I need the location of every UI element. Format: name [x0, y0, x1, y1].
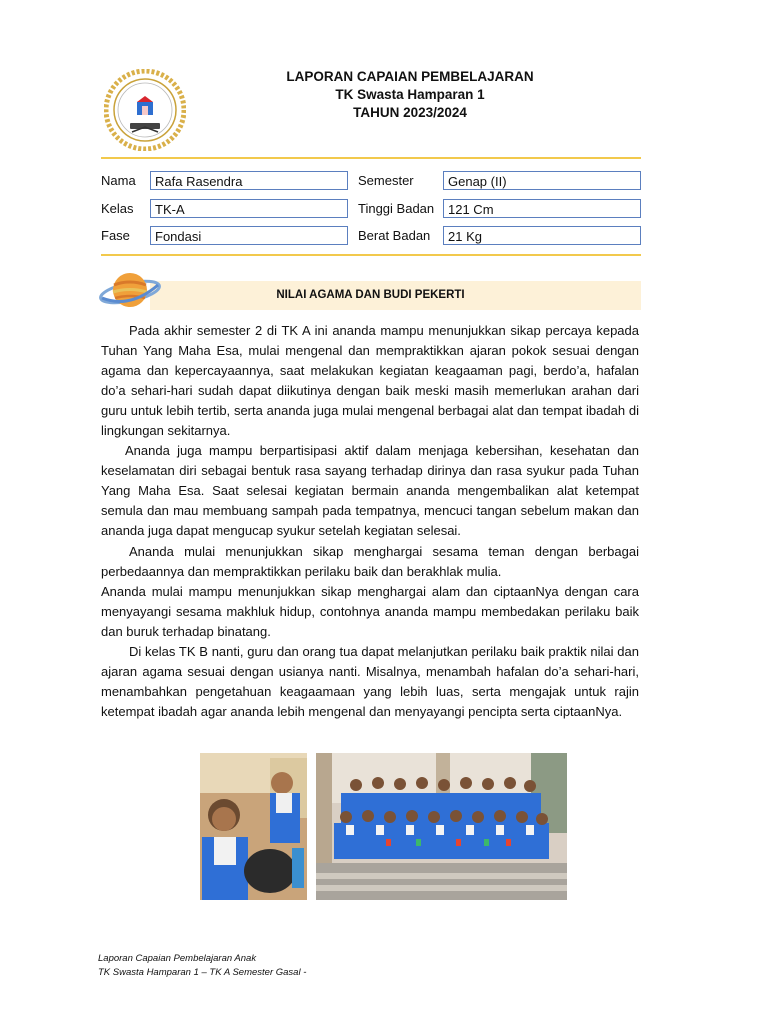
paragraph-2: Ananda juga mampu berpartisipasi aktif dalam menjaga kebersihan, kesehatan dan keselamatan diri sebagai bentuk rasa sayang terhadap dirinya dan rasa syukur pada Tuhan Yang Maha Esa. Saat selesai kegiatan bermain ananda mengembalikan alat ketempat semula dan mau membuang sampah pada tempatnya, mencuci tangan sebelum makan dan ananda juga dapat mengucap syukur setelah kegiatan selesai. [101, 443, 639, 538]
photo-handwashing [200, 753, 307, 900]
fase-label: Fase [101, 228, 130, 243]
nama-value: Rafa Rasendra [150, 171, 348, 190]
paragraph-1: Pada akhir semester 2 di TK A ini ananda mampu menunjukkan sikap percaya kepada Tuhan Yang Maha Esa, mulai mengenal dan mempraktikkan ajaran pokok sesuai dengan agama dan kepercayaannya, saat melakukan kegiatan keagaaman pagi, berdo’a, hafalan do’a sehari-hari sudah dapat diikutinya dengan baik meski masih memerlukan arahan dari guru untuk lebih tertib, serta ananda juga mulai mengenal berbagai alat dan tempat ibadah di lingkungan sekitarnya. [101, 323, 639, 438]
paragraph-5: Di kelas TK B nanti, guru dan orang tua dapat melanjutkan perilaku baik praktik nilai dan ajaran agama sesuai dengan usianya nanti. Misalnya, menambah hafalan do’a sehari-hari, menambahkan pengetahuan keagaamaan yang lebih luas, serta mengajak untuk rajin ketempat ibadah agar ananda lebih mengenal dan menyayangi pencipta serta ciptaanNya. [101, 644, 639, 719]
planet-icon [98, 265, 162, 315]
paragraph-3: Ananda mulai menunjukkan sikap menghargai sesama teman dengan berbagai perbedaannya dan mempraktikkan perilaku baik dan berakhlak mulia. [101, 544, 639, 579]
kelas-label: Kelas [101, 201, 134, 216]
berat-badan-label: Berat Badan [358, 228, 431, 243]
semester-value: Genap (II) [443, 171, 641, 190]
title-line-3: TAHUN 2023/2024 [353, 105, 467, 120]
kelas-value: TK-A [150, 199, 348, 218]
footer-line-2: TK Swasta Hamparan 1 – TK A Semester Gasal - [98, 967, 307, 978]
fase-value: Fondasi [150, 226, 348, 245]
header-divider [101, 157, 641, 159]
identity-divider [101, 254, 641, 256]
school-logo [104, 69, 186, 151]
title-line-1: LAPORAN CAPAIAN PEMBELAJARAN [286, 69, 534, 84]
title-line-2: TK Swasta Hamparan 1 [335, 87, 485, 102]
tinggi-badan-label: Tinggi Badan [358, 201, 435, 216]
nama-label: Nama [101, 173, 136, 188]
paragraph-4: Ananda mulai mampu menunjukkan sikap menghargai alam dan ciptaanNya dengan cara menyayangi sesama makhluk hidup, contohnya ananda mampu membedakan perilaku baik dan buruk terhadap binatang. [101, 584, 639, 639]
footer-line-1: Laporan Capaian Pembelajaran Anak [98, 953, 257, 964]
semester-label: Semester [358, 173, 414, 188]
photo-class-group [316, 753, 567, 900]
tinggi-badan-value: 121 Cm [443, 199, 641, 218]
report-title [200, 68, 620, 122]
section-title: NILAI AGAMA DAN BUDI PEKERTI [276, 289, 465, 301]
berat-badan-value: 21 Kg [443, 226, 641, 245]
